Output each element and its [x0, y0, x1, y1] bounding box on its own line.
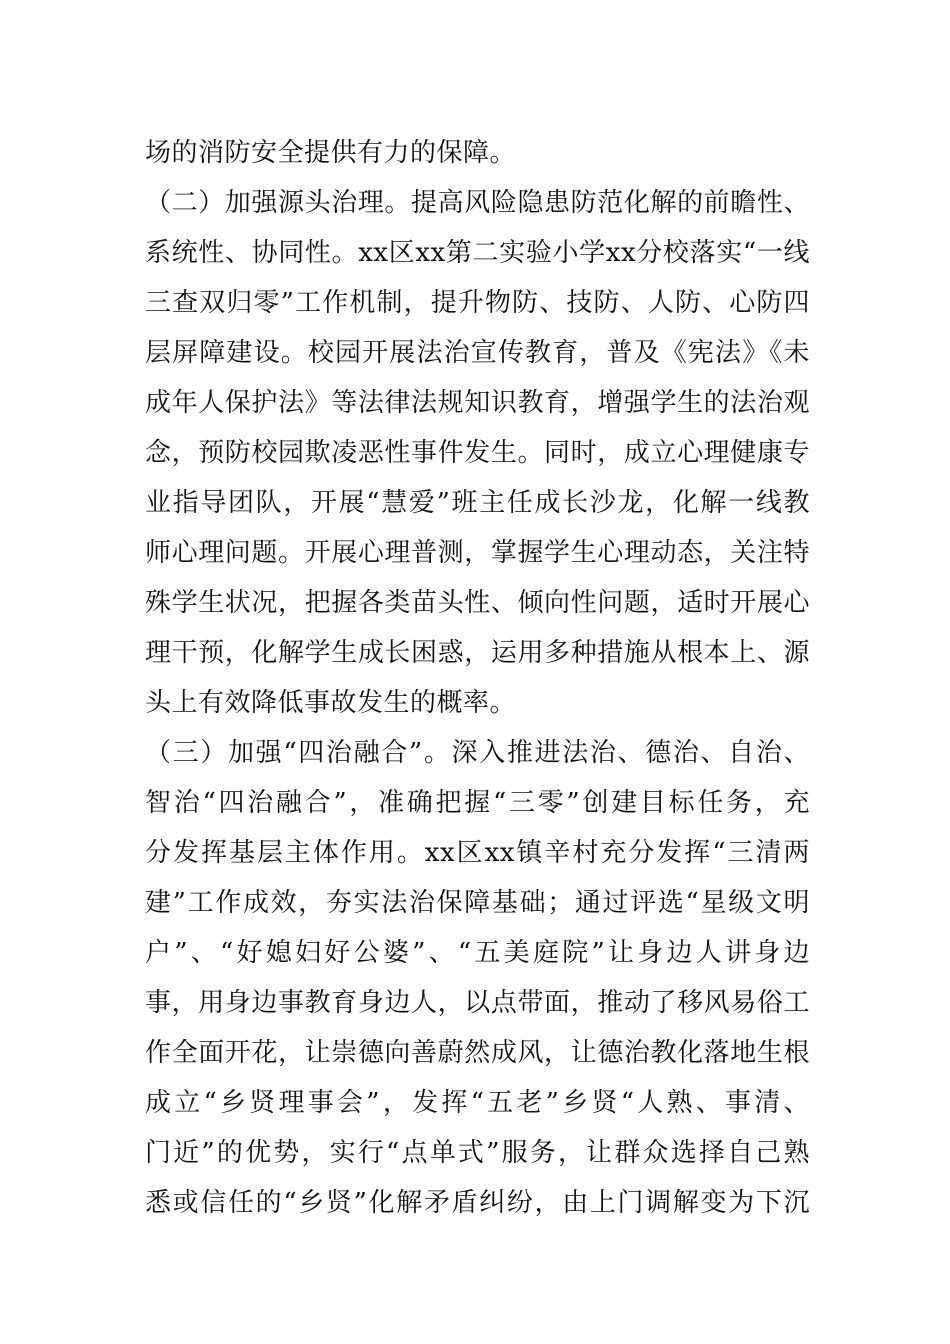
text-line: 层屏障建设。校园开展法治宣传教育，普及《宪法》《未	[145, 338, 810, 368]
text-line: 成立“乡贤理事会”，发挥“五老”乡贤“人熟、事清、	[145, 1088, 810, 1118]
text-line: 成年人保护法》等法律法规知识教育，增强学生的法治观	[145, 388, 810, 418]
text-line: 户”、“好媳妇好公婆”、“五美庭院”让身边人讲身边	[145, 938, 810, 968]
text-line: 场的消防安全提供有力的保障。	[145, 138, 517, 168]
text-line: 殊学生状况，把握各类苗头性、倾向性问题，适时开展心	[145, 588, 810, 618]
text-line: 门近”的优势，实行“点单式”服务，让群众选择自己熟	[145, 1138, 810, 1168]
text-line: （二）加强源头治理。提高风险隐患防范化解的前瞻性、	[145, 188, 810, 218]
text-line: 智治“四治融合”，准确把握“三零”创建目标任务，充	[145, 788, 810, 818]
text-line: 三查双归零”工作机制，提升物防、技防、人防、心防四	[145, 288, 810, 318]
text-line: 事，用身边事教育身边人，以点带面，推动了移风易俗工	[145, 988, 810, 1018]
text-line: （三）加强“四治融合”。深入推进法治、德治、自治、	[145, 738, 810, 768]
text-line: 分发挥基层主体作用。xx区xx镇辛村充分发挥“三清两	[145, 838, 810, 868]
text-line: 悉或信任的“乡贤”化解矛盾纠纷，由上门调解变为下沉	[145, 1188, 810, 1218]
text-line: 建”工作成效，夯实法治保障基础；通过评选“星级文明	[145, 888, 810, 918]
body-text	[145, 128, 810, 1228]
text-line: 理干预，化解学生成长困惑，运用多种措施从根本上、源	[145, 638, 810, 668]
text-line: 业指导团队，开展“慧爱”班主任成长沙龙，化解一线教	[145, 488, 810, 518]
text-line: 系统性、协同性。xx区xx第二实验小学xx分校落实“一线	[145, 238, 810, 268]
text-line: 头上有效降低事故发生的概率。	[145, 688, 517, 718]
text-line: 作全面开花，让崇德向善蔚然成风，让德治教化落地生根	[145, 1038, 810, 1068]
text-line: 师心理问题。开展心理普测，掌握学生心理动态，关注特	[145, 538, 810, 568]
text-line: 念，预防校园欺凌恶性事件发生。同时，成立心理健康专	[145, 438, 810, 468]
